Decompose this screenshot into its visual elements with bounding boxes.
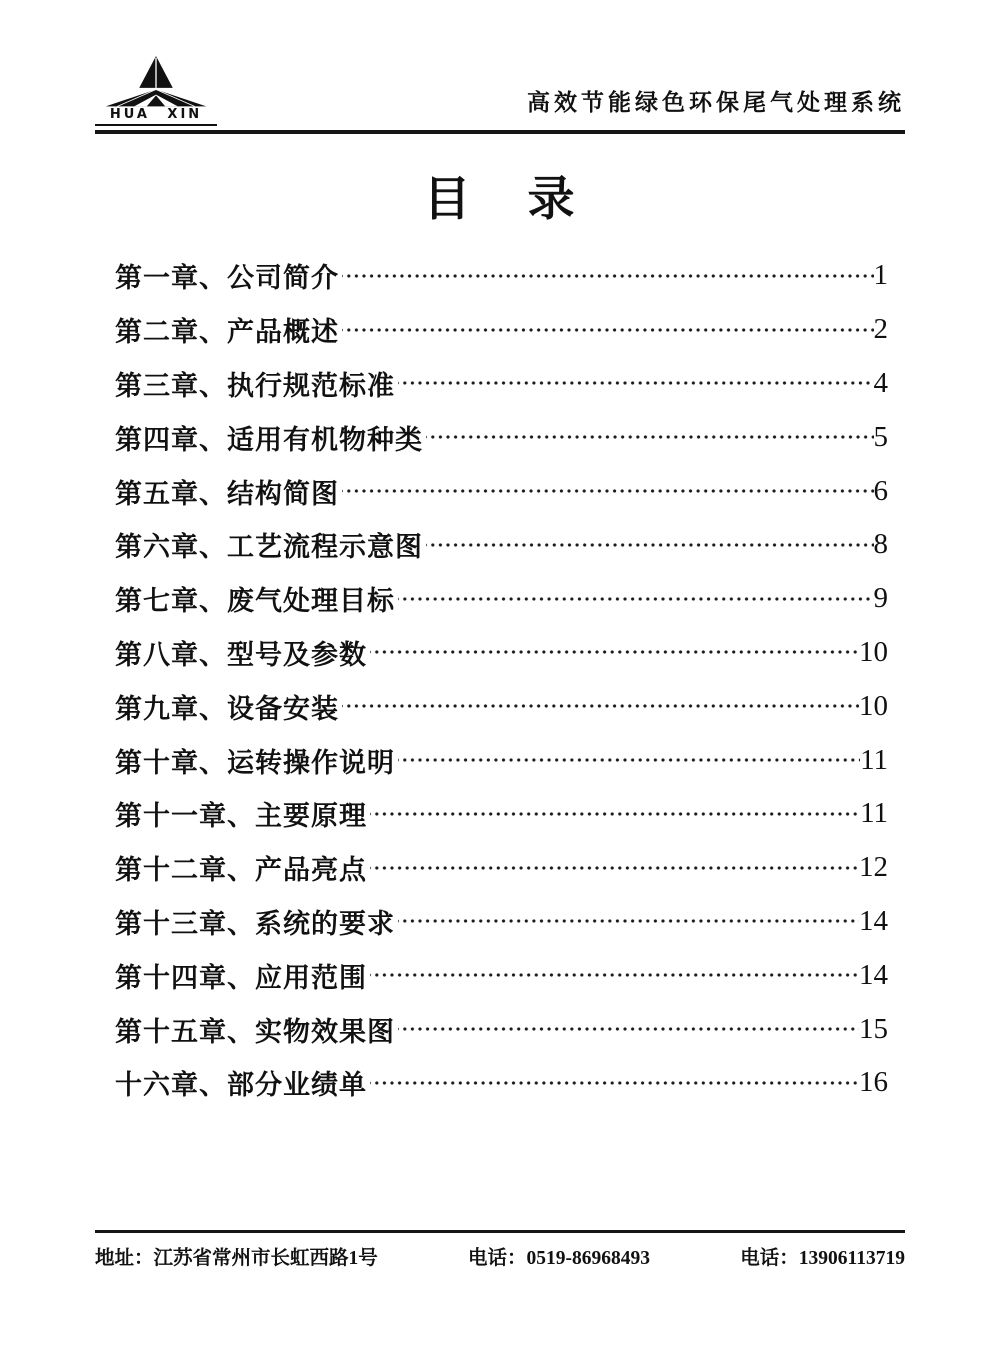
toc-entry [115, 464, 888, 518]
toc-entry [115, 841, 888, 895]
page-title: 目 录 [423, 174, 577, 226]
toc-dotted-leader [370, 860, 859, 876]
toc-entry-label: 十六章、部分业绩单 [115, 1070, 367, 1101]
toc-entry [115, 518, 888, 572]
huaxin-mountain-icon [95, 56, 217, 108]
toc-entry [115, 679, 888, 733]
toc-entry-page: 8 [873, 528, 888, 561]
toc-entry-label: 第六章、工艺流程示意图 [115, 532, 423, 563]
toc-entry [115, 948, 888, 1002]
toc-entry-label: 第十五章、实物效果图 [115, 1016, 395, 1047]
toc-entry-page: 5 [873, 420, 888, 453]
page-header [95, 56, 905, 134]
toc-entry-page: 6 [873, 474, 888, 507]
toc-entry-page: 11 [860, 743, 888, 776]
toc-entry-page: 16 [859, 1066, 888, 1099]
toc-dotted-leader [370, 644, 859, 660]
toc-entry-label: 第八章、型号及参数 [115, 639, 367, 670]
footer-address: 地址：江苏省常州市长虹西路1号 [95, 1248, 378, 1269]
toc-entry [115, 303, 888, 357]
toc-dotted-leader [426, 429, 874, 445]
footer-phone-2: 电话：13906113719 [740, 1248, 905, 1269]
toc-dotted-leader [342, 268, 874, 284]
toc-entry-label: 第十二章、产品亮点 [115, 855, 367, 886]
footer-phone-1: 电话：0519-86968493 [468, 1248, 651, 1269]
toc-dotted-leader [398, 1021, 859, 1037]
toc-dotted-leader [398, 591, 874, 607]
toc-entry [115, 733, 888, 787]
footer-divider [95, 1230, 905, 1233]
toc-entry-page: 11 [860, 797, 888, 830]
toc-entry-label: 第五章、结构简图 [115, 478, 339, 509]
toc-entry-label: 第九章、设备安装 [115, 693, 339, 724]
huaxin-logo [95, 56, 217, 126]
toc-entry-label: 第四章、适用有机物种类 [115, 424, 423, 455]
toc-dotted-leader [342, 483, 874, 499]
toc-entry [115, 249, 888, 303]
toc-entry-label: 第十章、运转操作说明 [115, 747, 395, 778]
toc-dotted-leader [370, 1075, 859, 1091]
toc-entry-page: 12 [859, 851, 888, 884]
toc-entry [115, 787, 888, 841]
toc-entry-label: 第十三章、系统的要求 [115, 908, 395, 939]
toc-entry-page: 1 [873, 259, 888, 292]
toc-dotted-leader [370, 967, 859, 983]
toc-dotted-leader [426, 537, 874, 553]
toc-dotted-leader [342, 698, 859, 714]
toc-entry-label: 第十一章、主要原理 [115, 801, 367, 832]
toc-entry-label: 第三章、执行规范标准 [115, 370, 395, 401]
toc-dotted-leader [342, 322, 874, 338]
toc-entry-label: 第十四章、应用范围 [115, 962, 367, 993]
toc-list [115, 249, 888, 1110]
toc-entry-page: 10 [859, 689, 888, 722]
logo-wordmark: HUA XIN [109, 107, 203, 122]
toc-dotted-leader [398, 752, 860, 768]
toc-entry [115, 1002, 888, 1056]
header-slogan: 高效节能绿色环保尾气处理系统 [527, 89, 905, 115]
toc-entry-label: 第一章、公司简介 [115, 263, 339, 294]
toc-entry [115, 572, 888, 626]
toc-entry [115, 895, 888, 949]
toc-entry-page: 4 [873, 366, 888, 399]
toc-dotted-leader [398, 913, 859, 929]
toc-entry-page: 14 [859, 904, 888, 937]
header-divider [95, 130, 905, 134]
toc-dotted-leader [370, 806, 860, 822]
toc-entry [115, 410, 888, 464]
toc-entry-page: 9 [873, 582, 888, 615]
toc-entry-page: 10 [859, 635, 888, 668]
toc-entry-page: 2 [873, 313, 888, 346]
toc-entry [115, 357, 888, 411]
page-footer [95, 1230, 905, 1270]
toc-entry-label: 第二章、产品概述 [115, 317, 339, 348]
toc-entry [115, 1056, 888, 1110]
toc-entry-page: 15 [859, 1012, 888, 1045]
toc-dotted-leader [398, 375, 874, 391]
toc-entry [115, 626, 888, 680]
toc-entry-page: 14 [859, 958, 888, 991]
toc-entry-label: 第七章、废气处理目标 [115, 586, 395, 617]
